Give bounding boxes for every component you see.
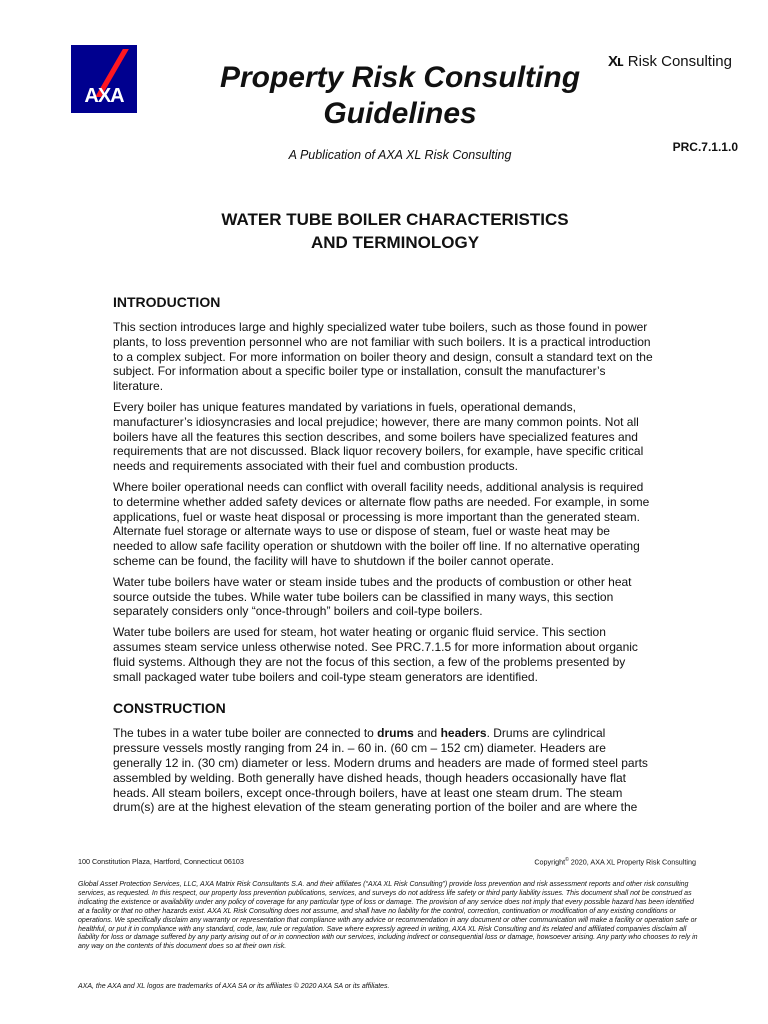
- intro-paragraph-4: Water tube boilers have water or steam inside tubes and the products of combustion or other heat source outside the tubes. While water tube boilers can be classified in many ways, this section separately considers only “once-through” boilers and coil-type boilers.: [113, 574, 632, 619]
- document-heading: [110, 208, 680, 254]
- intro-paragraph-3: Where boiler operational needs can conflict with overall facility needs, additional analysis is required to determine whether added safety devices or alternate flow paths are needed. For example, in some applications, fuel or waste heat disposal or processing is more important than the generated steam. Alternate fuel storage or alternate ways to use or dispose of steam, fuel or waste heat may be needed to allow safe facility operation or shutdown with the boiler off line. If no alternative operating scheme can be found, the facility will have to shutdown if the boiler cannot operate.: [113, 479, 650, 568]
- footer-copyright: [534, 857, 696, 866]
- section-title-introduction: INTRODUCTION: [113, 294, 221, 310]
- term-headers: headers: [440, 726, 487, 741]
- copyright-symbol: ©: [565, 857, 569, 863]
- title-line-2: Guidelines: [323, 97, 477, 130]
- xl-logo-text: Risk Consulting: [627, 53, 732, 70]
- footer-address: 100 Constitution Plaza, Hartford, Connecticut 06103: [78, 857, 244, 866]
- footer-info: [78, 857, 696, 866]
- copyright-prefix: Copyright: [534, 857, 566, 867]
- document-number: PRC.7.1.1.0: [672, 140, 738, 154]
- construction-text-and: and: [413, 726, 441, 741]
- axa-logo: [71, 45, 137, 113]
- heading-line-1: WATER TUBE BOILER CHARACTERISTICS: [221, 210, 569, 229]
- construction-text-start: The tubes in a water tube boiler are connected to: [113, 726, 378, 741]
- construction-text-rest: . Drums are cylindrical pressure vessels mostly ranging from 24 in. – 60 in. (60 cm – 152 cm) diameter. Headers are generally 12 in. (30 cm) diameter or less. Modern drums and headers are made of formed steel parts assembled by welding. Both generally have dished heads, though headers occasionally have flat heads. All steam boilers, except once-through boilers, have at least one steam drum. The steam drum(s) are at the highest elevation of the steam generating portion of the boiler and are where the: [113, 726, 648, 815]
- intro-paragraph-1: This section introduces large and highly specialized water tube boilers, such as those found in power plants, to loss prevention personnel who are not familiar with such boilers. It is a practical introduction to a complex subject. For more information on boiler theory and design, consult a standard text on the subject. For information about a specific boiler type or installation, consult the manufacturer’s literature.: [113, 320, 653, 394]
- heading-line-2: AND TERMINOLOGY: [310, 233, 480, 252]
- publication-title: [160, 60, 640, 132]
- xl-logo-mark: Xʟ: [607, 53, 623, 70]
- construction-paragraph-1: [113, 726, 653, 815]
- document-body: [113, 294, 653, 821]
- intro-paragraph-2: Every boiler has unique features mandated by variations in fuels, operational demands, manufacturer’s idiosyncrasies and local prejudice; however, there are many common points. Not all boilers have all the features this section describes, and some boilers have specialized features and requirements that are not discussed. Black liquor recovery boilers, for example, have specific critical needs and requirements associated with their fuel and combustion products.: [113, 399, 644, 474]
- term-drums: drums: [377, 726, 414, 741]
- publication-subtitle: A Publication of AXA XL Risk Consulting: [288, 148, 512, 162]
- intro-paragraph-5: Water tube boilers are used for steam, hot water heating or organic fluid service. This section assumes steam service unless otherwise noted. See PRC.7.1.5 for more information about organic fluid systems. Although they are not the focus of this section, a few of the problems presented by small packaged water tube boilers and coil-type steam generators are identified.: [113, 625, 638, 684]
- copyright-rest: 2020, AXA XL Property Risk Consulting: [568, 857, 696, 867]
- legal-disclaimer: Global Asset Protection Services, LLC, AXA Matrix Risk Consultants S.A. and their affiliates (“AXA XL Risk Consulting”) provide loss prevention and risk assessment reports and other risk consulting services, as requested. In this respect, our property loss prevention publications, services, and surveys do not address life safety or third party liability issues. This document shall not be construed as indicating the existence or availability under any policy of coverage for any particular type of loss or damage. The provision of any service does not imply that every possible hazard has been identified at a facility or that no other hazards exist. AXA XL Risk Consulting does not assume, and shall have no liability for the control, correction, continuation or modification of any existing conditions or operations. We specifically disclaim any warranty or representation that compliance with any advice or recommendation in any document or other communication will make a facility or operation safe or healthful, or put it in compliance with any standard, code, law, rule or regulation. Save where expressly agreed in writing, AXA XL Risk Consulting and its related and affiliated companies disclaim all liability for loss or damage suffered by any party arising out of or in connection with our services, including indirect or consequential loss or damage, howsoever arising. Any party who chooses to rely in any way on the contents of this document does so at their own risk.: [78, 881, 698, 951]
- trademark-notice: AXA, the AXA and XL logos are trademarks of AXA SA or its affiliates © 2020 AXA SA or its affiliates.: [78, 983, 390, 990]
- axa-logo-text: AXA: [84, 85, 124, 107]
- title-line-1: Property Risk Consulting: [219, 61, 581, 94]
- section-title-construction: CONSTRUCTION: [113, 700, 226, 717]
